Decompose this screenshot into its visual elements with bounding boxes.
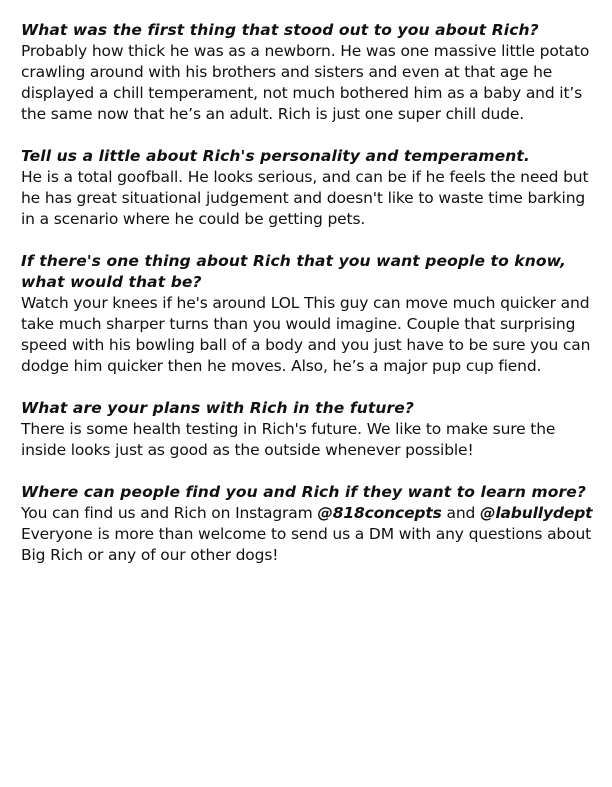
interview-document bbox=[21, 20, 596, 587]
question-heading: What was the first thing that stood out to you about Rich? bbox=[21, 21, 539, 39]
instagram-handle-818concepts[interactable]: @818concepts bbox=[317, 504, 442, 522]
qa-block-first-impression bbox=[21, 20, 596, 125]
answer-middle-text: and bbox=[441, 504, 480, 522]
answer-suffix-text: Everyone is more than welcome to send us a DM with any questions about Big Rich or any of our other dogs! bbox=[21, 525, 592, 564]
answer-paragraph: Probably how thick he was as a newborn. He was one massive little potato crawling around with his brothers and sisters and even at that age he displayed a chill temperament, not much bothered him as a baby and it’s the same now that he’s an adult. Rich is just one super chill dude. bbox=[21, 42, 590, 123]
qa-block-personality bbox=[21, 146, 596, 230]
qa-block-one-thing bbox=[21, 251, 596, 377]
question-heading: If there's one thing about Rich that you want people to know, what would that be? bbox=[21, 252, 567, 291]
qa-block-future-plans bbox=[21, 398, 596, 461]
question-heading: Tell us a little about Rich's personality and temperament. bbox=[21, 147, 530, 165]
qa-block-find-more bbox=[21, 482, 596, 566]
answer-paragraph: He is a total goofball. He looks serious, and can be if he feels the need but he has great situational judgement and doesn't like to waste time barking in a scenario where he could be getting pets. bbox=[21, 168, 589, 228]
question-heading: What are your plans with Rich in the future? bbox=[21, 399, 414, 417]
instagram-handle-labullydept[interactable]: @labullydept bbox=[479, 504, 593, 522]
answer-paragraph: Watch your knees if he's around LOL This guy can move much quicker and take much sharper turns than you would imagine. Couple that surprising speed with his bowling ball of a body and you just have to be sure you can dodge him quicker then he moves. Also, he’s a major pup cup fiend. bbox=[21, 294, 591, 375]
answer-prefix-text: You can find us and Rich on Instagram bbox=[21, 504, 318, 522]
answer-paragraph bbox=[21, 503, 596, 566]
answer-paragraph: There is some health testing in Rich's future. We like to make sure the inside looks just as good as the outside whenever possible! bbox=[21, 420, 556, 459]
question-heading: Where can people find you and Rich if they want to learn more? bbox=[21, 483, 586, 501]
